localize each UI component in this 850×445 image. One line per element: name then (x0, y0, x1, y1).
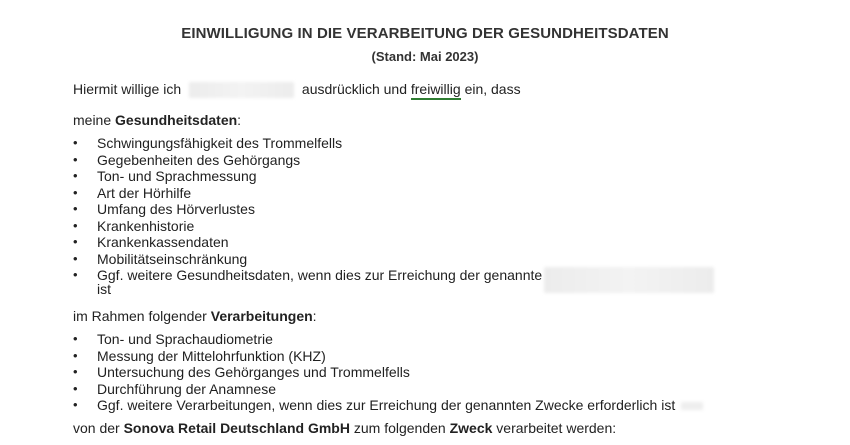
processing-heading-bold: Verarbeitungen (210, 308, 313, 324)
final-line (73, 420, 616, 436)
list-item: • Mobilitätseinschränkung (73, 251, 714, 268)
final-suffix: verarbeitet werden: (496, 420, 617, 436)
list-item-last (73, 397, 703, 414)
health-data-list (73, 135, 714, 298)
redacted-name (189, 82, 294, 98)
list-item-last-text: Ggf. weitere Verarbeitungen, wenn dies zur Erreichung der genannten Zwecke erforderlich ist (97, 397, 676, 413)
processing-heading-prefix: im Rahmen folgender (73, 308, 207, 324)
processing-list (73, 331, 703, 414)
list-item: • Schwingungsfähigkeit des Trommelfells (73, 135, 714, 152)
list-item: • Krankenhistorie (73, 218, 714, 235)
final-prefix: von der (73, 420, 120, 436)
list-item-last (73, 267, 714, 298)
document-title: EINWILLIGUNG IN DIE VERARBEITUNG DER GESUNDHEITSDATEN (181, 25, 669, 42)
data-heading-suffix: : (237, 112, 242, 128)
processing-heading (73, 308, 317, 324)
list-item: • Messung der Mittelohrfunktion (KHZ) (73, 348, 703, 365)
list-item: • Umfang des Hörverlustes (73, 201, 714, 218)
list-item: • Art der Hörhilfe (73, 185, 714, 202)
intro-emphasis: freiwillig (411, 81, 461, 100)
document-subtitle: (Stand: Mai 2023) (371, 49, 479, 64)
list-item: • Ton- und Sprachmessung (73, 168, 714, 185)
final-bold: Zweck (449, 420, 493, 436)
intro-line (73, 81, 521, 98)
company-name: Sonova Retail Deutschland GmbH (123, 420, 350, 436)
data-heading (73, 112, 241, 128)
list-item: • Krankenkassendaten (73, 234, 714, 251)
intro-suffix: ein, dass (464, 81, 521, 97)
list-item: • Gegebenheiten des Gehörgangs (73, 152, 714, 169)
intro-middle: ausdrücklich und (301, 81, 407, 97)
list-item: • Ton- und Sprachaudiometrie (73, 331, 703, 348)
redacted-mark (681, 402, 703, 410)
list-item-last-text: Ggf. weitere Gesundheitsdaten, wenn dies zur Erreichung der genannte (97, 267, 543, 283)
list-item: • Durchführung der Anamnese (73, 381, 703, 398)
final-middle: zum folgenden (353, 420, 446, 436)
data-heading-bold: Gesundheitsdaten (115, 112, 238, 128)
data-heading-prefix: meine (73, 112, 112, 128)
list-item-continuation: ist (97, 281, 111, 297)
processing-heading-suffix: : (312, 308, 317, 324)
intro-prefix: Hiermit willige ich (73, 81, 182, 97)
redacted-area (544, 267, 714, 293)
list-item: • Untersuchung des Gehörganges und Trommelfells (73, 364, 703, 381)
